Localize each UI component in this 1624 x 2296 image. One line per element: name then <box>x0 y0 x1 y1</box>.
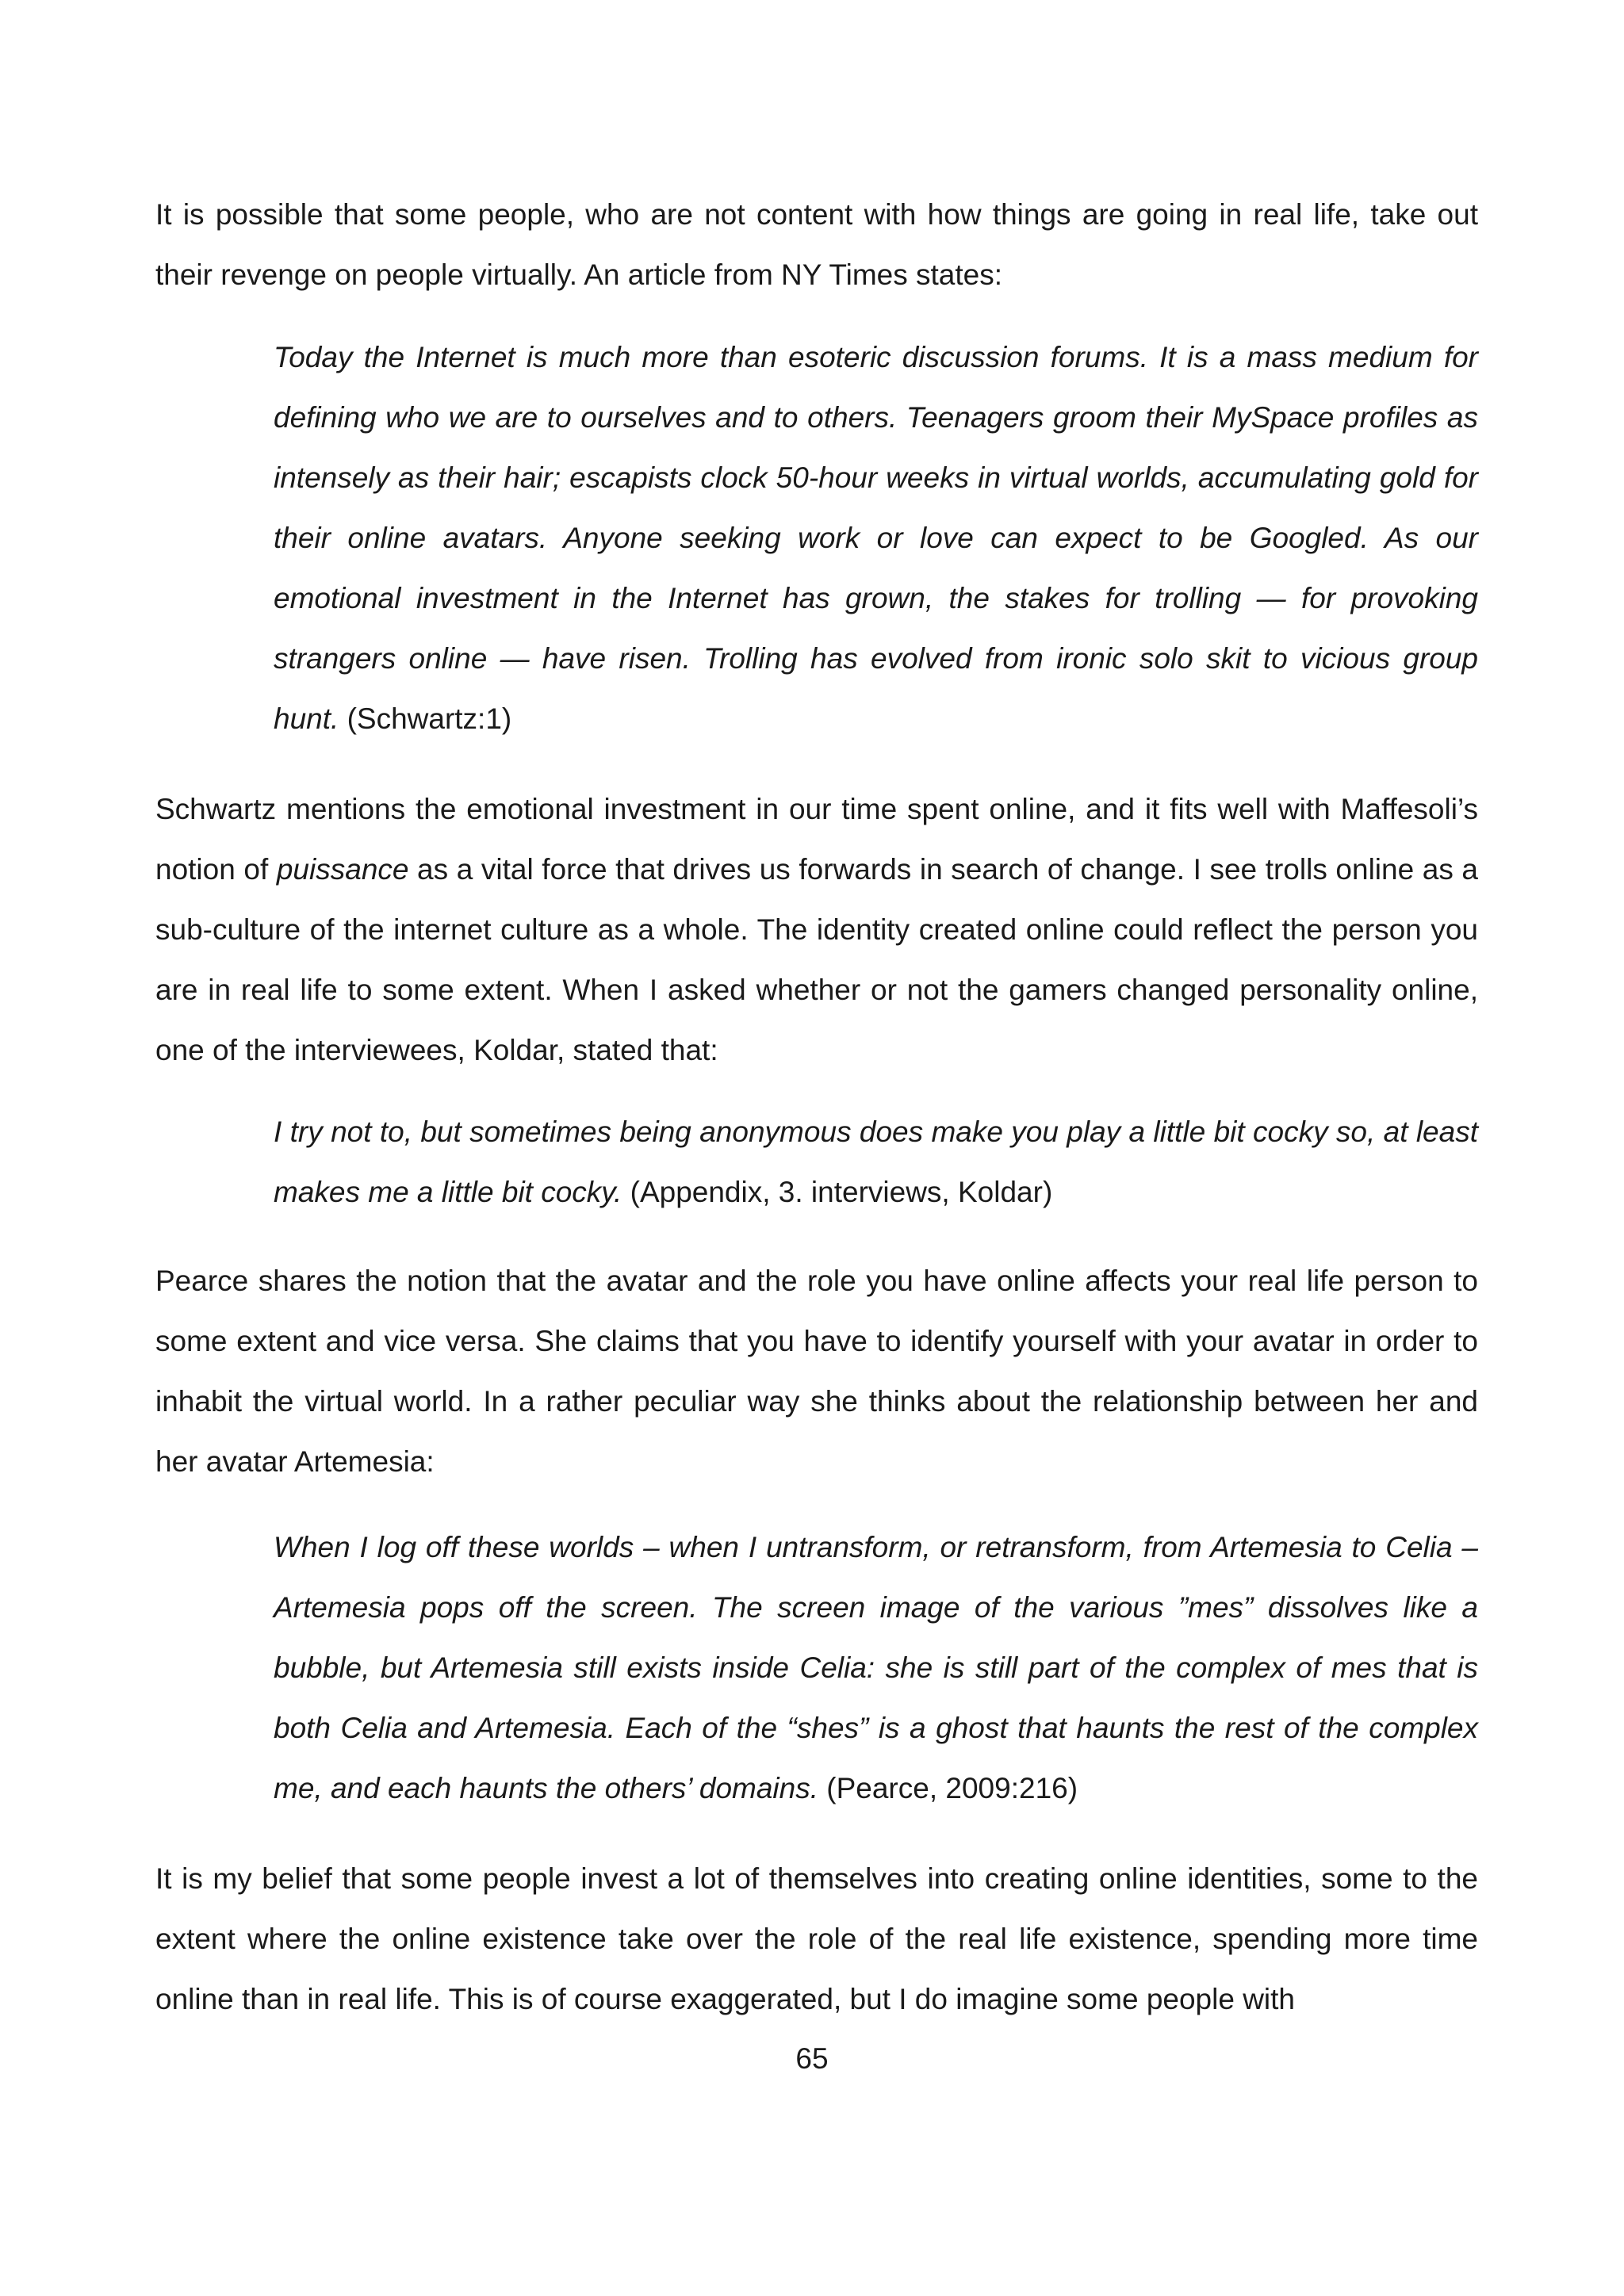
quote-koldar-citation: (Appendix, 3. interviews, Koldar) <box>630 1176 1053 1208</box>
paragraph-closing <box>155 1849 1478 2030</box>
quote-schwartz-text: Today the Internet is much more than esoteric discussion forums. It is a mass medium for defining who we are to ourselves and to others. Teenagers groom their MySpace profiles as intensely as their hair; escapists clock 50-hour weeks in virtual worlds, accumulating gold for their online avatars. Anyone seeking work or love can expect to be Googled. As our emotional investment in the Internet has grown, the stakes for trolling — for provoking strangers online — have risen. Trolling has evolved from ironic solo skit to vicious group hunt. <box>274 341 1478 735</box>
quote-koldar-text: I try not to, but sometimes being anonymous does make you play a little bit cocky so, at least makes me a little bit cocky. <box>274 1115 1478 1208</box>
paragraph-closing-text: It is my belief that some people invest a lot of themselves into creating online identities, some to the extent where the online existence take over the role of the real life existence, spending more time online than in real life. This is of course exaggerated, but I do imagine some people with <box>155 1862 1478 2015</box>
paragraph-intro-text: It is possible that some people, who are not content with how things are going in real life, take out their revenge on people virtually. An article from NY Times states: <box>155 198 1478 291</box>
quote-pearce-text: When I log off these worlds – when I untransform, or retransform, from Artemesia to Celia – Artemesia pops off the screen. The screen image of the various ”mes” dissolves like a bubble, but Artemesia still exists inside Celia: she is still part of the complex of mes that is both Celia and Artemesia. Each of the “shes” is a ghost that haunts the rest of the complex me, and each haunts the others’ domains. <box>274 1531 1478 1804</box>
paragraph-schwartz-discussion <box>155 779 1478 1081</box>
paragraph-intro <box>155 185 1478 305</box>
block-quote-pearce <box>274 1517 1478 1819</box>
quote-schwartz-citation: (Schwartz:1) <box>347 702 512 735</box>
paragraph-schwartz-part-b: as a vital force that drives us forwards in search of change. I see trolls online as a sub-culture of the internet culture as a whole. The identity created online could reflect the person you are in real life to some extent. When I asked whether or not the gamers changed personality online, one of the interviewees, Koldar, stated that: <box>155 853 1478 1066</box>
quote-pearce-citation: (Pearce, 2009:216) <box>826 1772 1078 1804</box>
page-number: 65 <box>795 2042 829 2075</box>
paragraph-schwartz-part-a: Schwartz mentions the emotional investment in our time spent online, and it fits well with Maffesoli’s notion of <box>155 793 1478 886</box>
block-quote-koldar <box>274 1102 1478 1223</box>
paragraph-schwartz-emphasis: puissance <box>276 853 409 886</box>
paragraph-pearce <box>155 1251 1478 1492</box>
paragraph-pearce-text: Pearce shares the notion that the avatar and the role you have online affects your real life person to some extent and vice versa. She claims that you have to identify yourself with your avatar in order to inhabit the virtual world. In a rather peculiar way she thinks about the relationship between her and her avatar Artemesia: <box>155 1265 1478 1478</box>
block-quote-schwartz <box>274 327 1478 749</box>
